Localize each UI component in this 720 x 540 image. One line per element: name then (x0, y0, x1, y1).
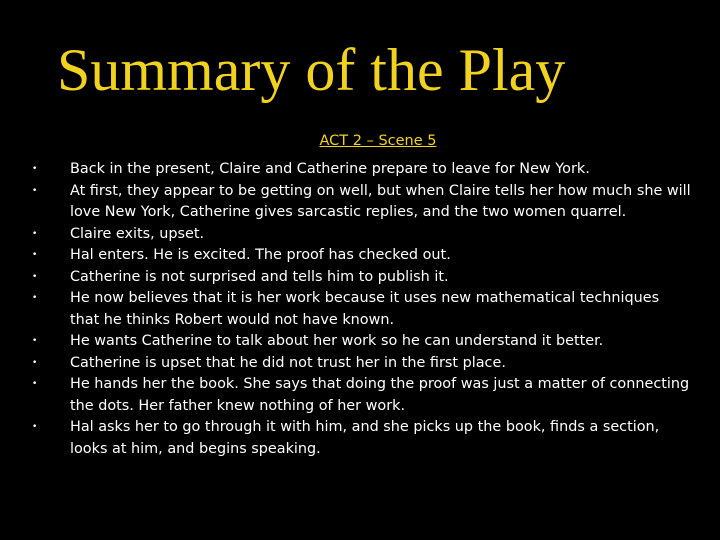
bullet-text: Hal enters. He is excited. The proof has checked out. (70, 247, 451, 263)
bullet-item (32, 245, 692, 267)
bullet-text: Back in the present, Claire and Catherine prepare to leave for New York. (70, 161, 590, 177)
bullet-icon: • (32, 379, 38, 389)
bullet-item (32, 331, 692, 353)
slide-title: Summary of the Play (57, 37, 566, 103)
bullet-text: Claire exits, upset. (70, 225, 205, 242)
bullet-item (32, 267, 692, 289)
bullet-item (32, 353, 692, 375)
bullet-icon: • (32, 422, 38, 432)
bullet-item (32, 159, 692, 181)
bullet-icon: • (32, 271, 38, 282)
bullet-text: Hal asks her to go through it with him, and she picks up the book, finds a section, looks at him, and begins speaking. (70, 419, 660, 457)
bullet-icon: • (32, 164, 38, 174)
bullet-item (32, 288, 692, 331)
bullet-item (32, 417, 692, 460)
bullet-text: He hands her the book. She says that doing the proof was just a matter of connecting the dots. Her father knew nothing of her work. (70, 376, 690, 414)
bullet-item (32, 374, 692, 417)
bullet-text: Catherine is upset that he did not trust her in the first place. (70, 354, 506, 371)
bullet-list (32, 159, 692, 460)
bullet-icon: • (32, 336, 38, 346)
bullet-text: He wants Catherine to talk about her work so he can understand it better. (70, 333, 604, 349)
bullet-item (32, 181, 692, 224)
bullet-icon: • (32, 293, 38, 303)
bullet-text: He now believes that it is her work because it uses new mathematical techniques that he thinks Robert would not have known. (70, 290, 660, 328)
bullet-icon: • (32, 228, 38, 239)
bullet-text: Catherine is not surprised and tells him to publish it. (70, 268, 449, 285)
bullet-icon: • (32, 185, 38, 196)
bullet-icon: • (32, 250, 38, 260)
bullet-icon: • (32, 357, 38, 368)
bullet-text: At first, they appear to be getting on well, but when Claire tells her how much she will love New York, Catherine gives sarcastic replies, and the two women quarrel. (70, 182, 691, 220)
bullet-item (32, 224, 692, 246)
slide-subtitle: ACT 2 – Scene 5 (319, 133, 437, 149)
